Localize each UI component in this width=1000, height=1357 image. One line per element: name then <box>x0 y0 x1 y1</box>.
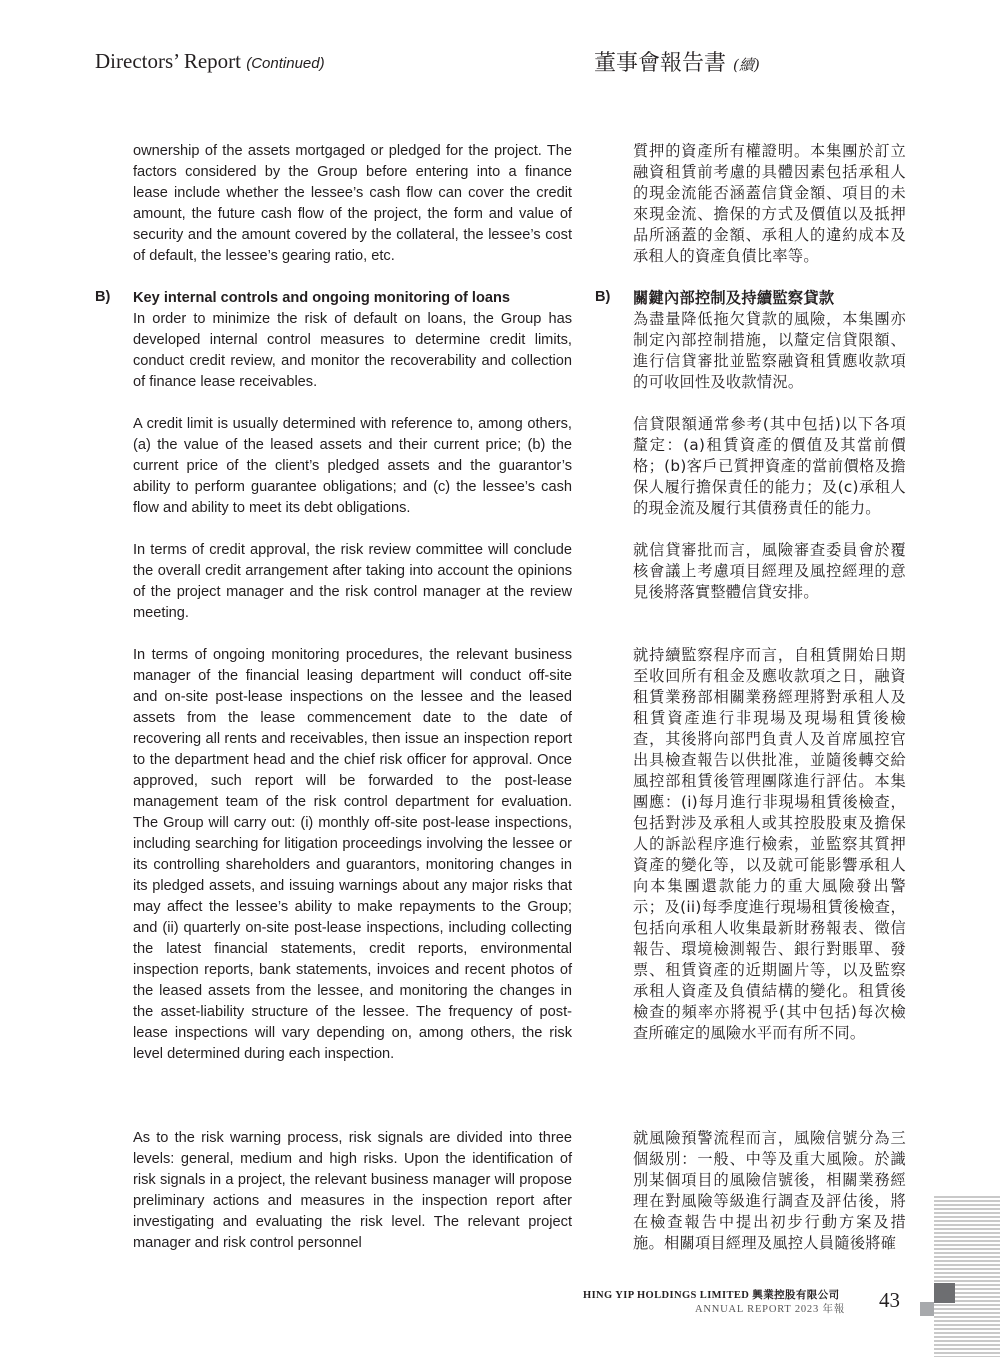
zh-paragraph-5-text: 就風險預警流程而言，風險信號分為三個級別：一般、中等及重大風險。於識別某個項目的風險信號後，相關業務經理在對風險等級進行調查及評估後，將在檢查報告中提出初步行動方案及措施。相關項目經理及風控人員隨後將確 <box>633 1129 906 1252</box>
en-paragraph-4-text: In terms of ongoing monitoring procedures, the relevant business manager of the financial leasing department will conduct off-site and on-site post-lease inspections on the lessee and the leased assets from the lease commencement date to the date of recovering all rents and receivables, then issue an inspection report to the department head and the chief risk officer for approval. Once approved, such report will be forwarded to the post-lease management team of the risk control department for evaluation. The Group will carry out: (i) monthly off-site post-lease inspections, including searching for litigation proceedings involving the lessee or its controlling shareholders and guarantors, monitoring changes in its pledged assets, and issuing warnings about any major risks that may affect the lessee’s ability to make repayments to the Group; and (ii) quarterly on-site post-lease inspections, including collecting the latest financial statements, credit reports, environmental inspection reports, bank statements, invoices and recent photos of the leased assets from the lessee, and monitoring the changes in the asset-liability structure of the lessee. The frequency of post-lease inspections will vary depending on, among others, the risk level determined during each inspection. <box>133 647 572 1062</box>
footer-company-name: HING YIP HOLDINGS LIMITED 興業控股有限公司 <box>583 1290 840 1301</box>
zh-paragraph-4-text: 就持續監察程序而言，自租賃開始日期至收回所有租金及應收款項之日，融資租賃業務部相關業務經理將對承租人及租賃資產進行非現場及現場租賃後檢查，其後將向部門負責人及首席風控官出具檢查報告以供批准，並隨後轉交給風控部租賃後管理團隊進行評估。本集團應：(i)每月進行非現場租賃後檢查，包括對涉及承租人或其控股股東及擔保人的訴訟程序進行檢索，並監察其質押資產的變化等，以及就可能影響承租人向本集團還款能力的重大風險發出警示；及(ii)每季度進行現場租賃後檢查，包括向承租人收集最新財務報表、徵信報告、環境檢測報告、銀行對賬單、發票、租賃資產的近期圖片等，以及監察承租人資產及負債結構的變化。租賃後檢查的頻率亦將視乎(其中包括)每次檢查所確定的風險水平而有所不同。 <box>633 646 906 1042</box>
zh-intro-paragraph <box>633 141 906 267</box>
header-continued-en: (Continued) <box>246 55 325 72</box>
zh-section-b <box>633 288 906 393</box>
en-section-title: Key internal controls and ongoing monitoring of loans <box>133 290 511 306</box>
zh-paragraph-2-text: 信貸限額通常參考(其中包括)以下各項釐定：(a)租賃資產的價值及其當前價格；(b)客戶已質押資產的當前價格及擔保人履行擔保責任的能力；及(c)承租人的現金流及履行其債務責任的能力。 <box>633 415 906 517</box>
zh-paragraph-5 <box>633 1128 906 1254</box>
en-paragraph-4 <box>133 645 572 1065</box>
header-title-en: Directors’ Report <box>95 49 241 73</box>
en-paragraph-5-text: As to the risk warning process, risk signals are divided into three levels: general, medium and high risks. Upon the identification of risk signals in a project, the relevant business manager will propose preliminary actions and measures in the inspection report after investigating and evaluating the risk level. The relevant project manager and risk control personnel <box>133 1130 572 1251</box>
en-section-letter: B) <box>95 289 111 305</box>
zh-intro-text: 質押的資產所有權證明。本集團於訂立融資租賃前考慮的具體因素包括承租人的現金流能否涵蓋信貸金額、項目的未來現金流、擔保的方式及價值以及抵押品所涵蓋的金額、承租人的違約成本及承租人的資產負債比率等。 <box>633 142 906 265</box>
en-section-b <box>133 288 572 393</box>
header-title-zh: 董事會報告書 <box>594 51 727 76</box>
en-paragraph-1: In order to minimize the risk of default on loans, the Group has developed internal control measures to determine credit limits, conduct credit review, and monitor the recoverability and collection of finance lease receivables. <box>133 311 572 390</box>
header-continued-zh: (續) <box>733 56 760 74</box>
en-paragraph-2 <box>133 414 572 519</box>
en-intro-text: ownership of the assets mortgaged or pledged for the project. The factors considered by the Group before entering into a finance lease include whether the lessee’s cash flow can cover the credit amount, the future cash flow of the project, the form and value of security and the amount covered by the collateral, the lessee’s cost of default, the lessee’s gearing ratio, etc. <box>133 143 572 264</box>
decorative-square-light <box>920 1302 934 1316</box>
page-header-zh <box>594 46 760 77</box>
zh-paragraph-3-text: 就信貸審批而言，風險審查委員會於覆核會議上考慮項目經理及風控經理的意見後將落實整體信貸安排。 <box>633 541 906 601</box>
en-paragraph-3-text: In terms of credit approval, the risk review committee will conclude the overall credit arrangement after taking into account the opinions of the project manager and the risk control manager at the review meeting. <box>133 542 572 621</box>
en-paragraph-5 <box>133 1128 572 1254</box>
zh-paragraph-1: 為盡量降低拖欠貸款的風險，本集團亦制定內部控制措施，以釐定信貸限額、進行信貸審批並監察融資租賃應收款項的可收回性及收款情況。 <box>633 310 906 391</box>
zh-section-title: 關鍵內部控制及持續監察貸款 <box>633 289 835 307</box>
decorative-square-dark <box>934 1283 955 1303</box>
zh-paragraph-3 <box>633 540 906 603</box>
zh-section-letter: B) <box>595 289 611 305</box>
page-header-en <box>95 49 325 74</box>
footer-report-title: ANNUAL REPORT 2023 年報 <box>695 1304 846 1315</box>
zh-paragraph-4 <box>633 645 906 1044</box>
decorative-stripes <box>934 1196 1000 1357</box>
zh-paragraph-2 <box>633 414 906 519</box>
en-paragraph-3 <box>133 540 572 624</box>
page-number: 43 <box>879 1288 900 1312</box>
en-intro-paragraph <box>133 141 572 267</box>
en-paragraph-2-text: A credit limit is usually determined with reference to, among others, (a) the value of the leased assets and their current price; (b) the current price of the client’s pledged assets and the guarantor’s ability to perform guarantee obligations; and (c) the lessee’s cash flow and ability to meet its debt obligations. <box>133 416 572 516</box>
